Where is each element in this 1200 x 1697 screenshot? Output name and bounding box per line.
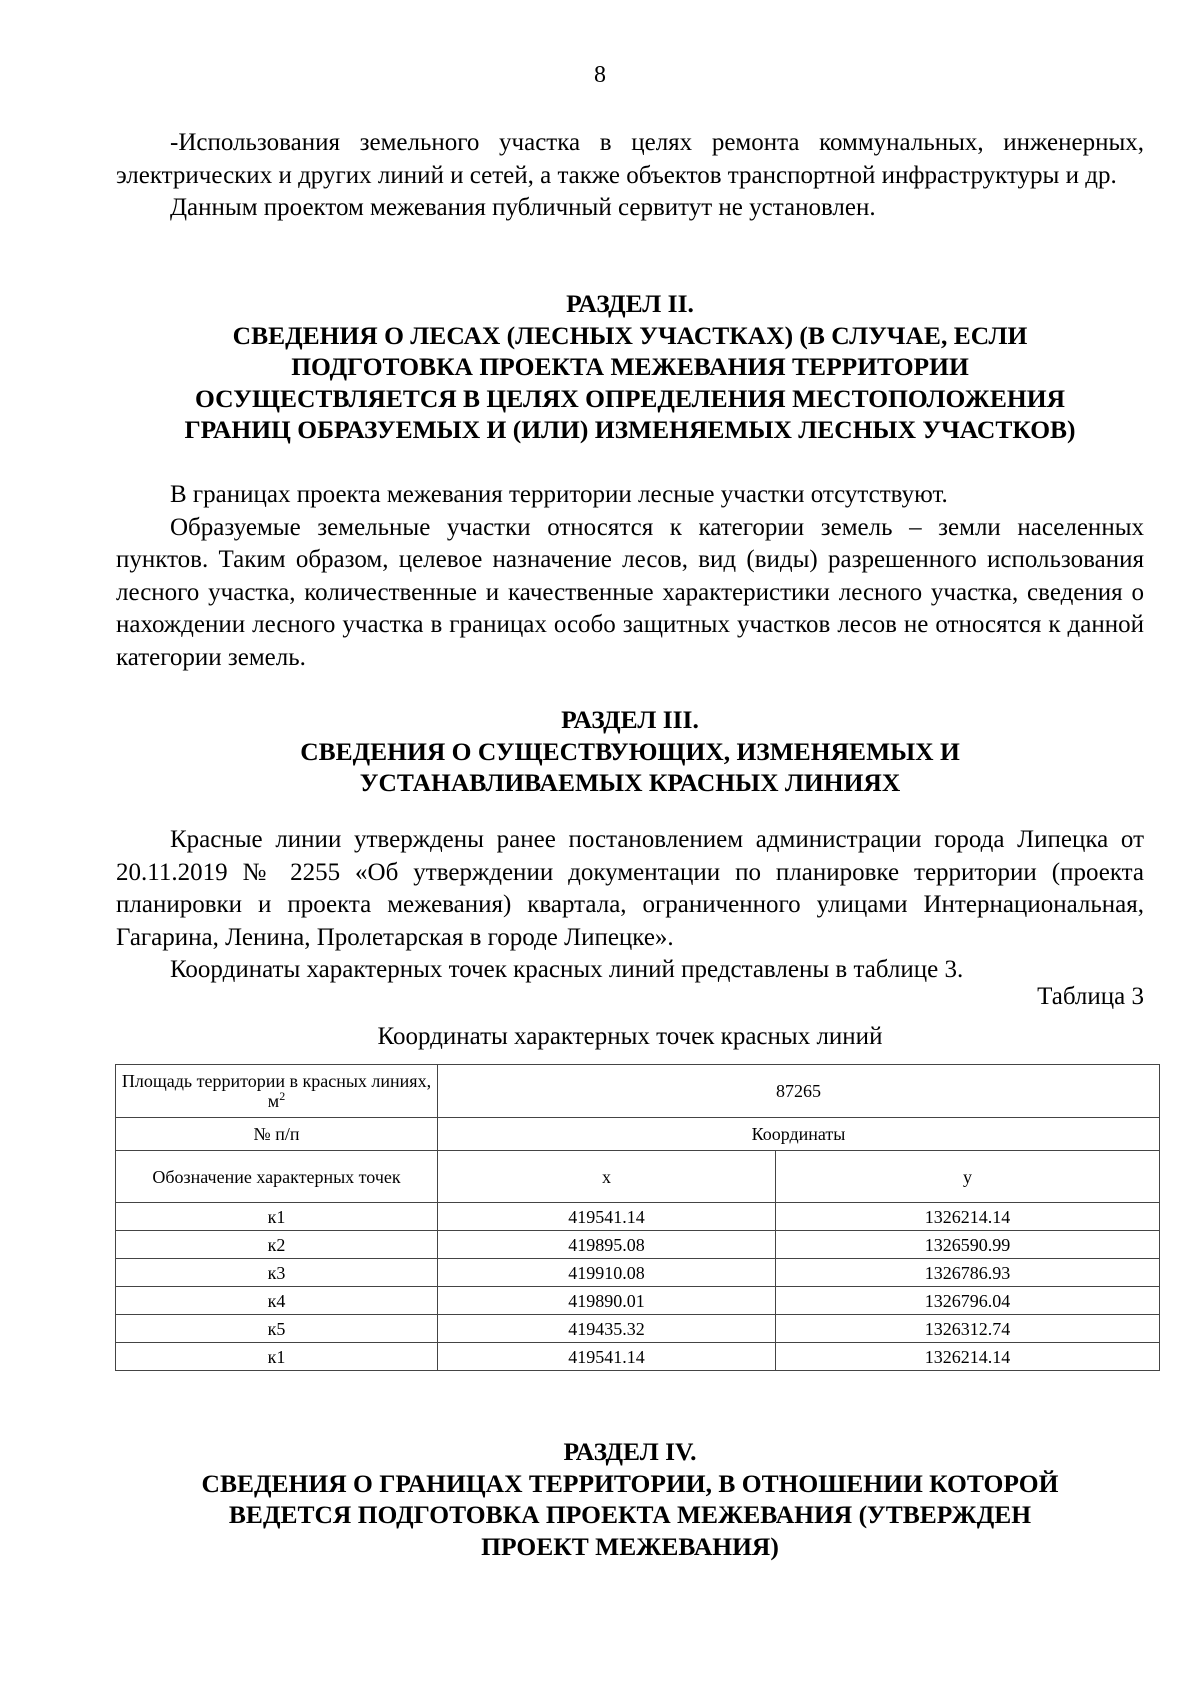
- table-caption: Координаты характерных точек красных линий: [377, 1023, 883, 1050]
- area-label-superscript: 2: [279, 1089, 286, 1103]
- x-cell: 419890.01: [438, 1287, 776, 1315]
- y-cell: 1326214.14: [776, 1203, 1160, 1231]
- table-row: [116, 1203, 1160, 1231]
- table-row: [116, 1065, 1160, 1118]
- section-3-heading: [116, 704, 1144, 799]
- section-heading-line: РАЗДЕЛ III.: [561, 705, 699, 734]
- section-2-text: [116, 479, 1144, 674]
- section-heading-line: ОСУЩЕСТВЛЯЕТСЯ В ЦЕЛЯХ ОПРЕДЕЛЕНИЯ МЕСТОПОЛОЖЕНИЯ: [195, 383, 1065, 413]
- table-row: [116, 1259, 1160, 1287]
- x-cell: 419541.14: [438, 1343, 776, 1371]
- number-header: № п/п: [116, 1118, 438, 1151]
- point-cell: к3: [116, 1259, 438, 1287]
- x-cell: 419541.14: [438, 1203, 776, 1231]
- x-cell: 419435.32: [438, 1315, 776, 1343]
- paragraph: -Использования земельного участка в целях ремонта коммунальных, инженерных, электрических и других линий и сетей, а также объектов транспортной инфраструктуры и др.: [116, 129, 1144, 189]
- table-number: Таблица 3: [1037, 983, 1144, 1010]
- section-4-heading: [116, 1436, 1144, 1562]
- paragraph: Данным проектом межевания публичный сервитут не установлен.: [170, 194, 876, 221]
- point-cell: к4: [116, 1287, 438, 1315]
- paragraph: В границах проекта межевания территории лесные участки отсутствуют.: [170, 481, 948, 508]
- paragraph: Красные линии утверждены ранее постановлением администрации города Липецка от 20.11.2019 № 2255 «Об утверждении документации по планировке территории (проекта планировки и проекта межевания) квартала, ограниченного улицами Интернациональная, Гагарина, Ленина, Пролетарская в городе Липецке».: [116, 826, 1144, 951]
- table-row: [116, 1118, 1160, 1151]
- section-heading-line: ГРАНИЦ ОБРАЗУЕМЫХ И (ИЛИ) ИЗМЕНЯЕМЫХ ЛЕСНЫХ УЧАСТКОВ): [184, 415, 1076, 444]
- table-row: [116, 1231, 1160, 1259]
- point-cell: к5: [116, 1315, 438, 1343]
- y-cell: 1326786.93: [776, 1259, 1160, 1287]
- coordinates-header: Координаты: [438, 1118, 1160, 1151]
- section-heading-line: СВЕДЕНИЯ О СУЩЕСТВУЮЩИХ, ИЗМЕНЯЕМЫХ И: [300, 736, 960, 766]
- y-cell: 1326214.14: [776, 1343, 1160, 1371]
- area-label: Площадь территории в красных линиях, м: [121, 1071, 432, 1111]
- paragraph: Образуемые земельные участки относятся к категории земель – земли населенных пунктов. Таким образом, целевое назначение лесов, вид (виды) разрешенного использования лесного участка, количественные и качественные характеристики лесного участка, сведения о нахождении лесного участка в границах особо защитных участков лесов не относятся к данной категории земель.: [116, 513, 1144, 671]
- y-header: y: [776, 1151, 1160, 1203]
- intro-text: [116, 127, 1144, 225]
- section-heading-line: СВЕДЕНИЯ О ГРАНИЦАХ ТЕРРИТОРИИ, В ОТНОШЕНИИ КОТОРОЙ: [201, 1468, 1059, 1498]
- point-cell: к1: [116, 1343, 438, 1371]
- area-label-cell: [116, 1065, 438, 1118]
- point-header: Обозначение характерных точек: [116, 1151, 438, 1203]
- area-value-cell: 87265: [438, 1065, 1160, 1118]
- section-heading-line: СВЕДЕНИЯ О ЛЕСАХ (ЛЕСНЫХ УЧАСТКАХ) (В СЛУЧАЕ, ЕСЛИ: [232, 320, 1028, 350]
- paragraph: Координаты характерных точек красных линий представлены в таблице 3.: [170, 956, 964, 983]
- page-number: 8: [594, 62, 606, 88]
- section-heading-line: РАЗДЕЛ IV.: [563, 1437, 697, 1466]
- table-row: [116, 1343, 1160, 1371]
- section-2-heading: [116, 288, 1144, 446]
- section-heading-line: ПРОЕКТ МЕЖЕВАНИЯ): [481, 1531, 779, 1561]
- section-heading-line: ПОДГОТОВКА ПРОЕКТА МЕЖЕВАНИЯ ТЕРРИТОРИИ: [291, 352, 969, 381]
- section-heading-line: УСТАНАВЛИВАЕМЫХ КРАСНЫХ ЛИНИЯХ: [359, 768, 901, 797]
- x-cell: 419895.08: [438, 1231, 776, 1259]
- table-row: [116, 1315, 1160, 1343]
- section-3-text: [116, 824, 1144, 987]
- point-cell: к2: [116, 1231, 438, 1259]
- y-cell: 1326312.74: [776, 1315, 1160, 1343]
- section-heading-line: РАЗДЕЛ II.: [566, 289, 694, 318]
- point-cell: к1: [116, 1203, 438, 1231]
- x-header: x: [438, 1151, 776, 1203]
- red-lines-coordinates-table: [115, 1064, 1160, 1371]
- table-row: [116, 1287, 1160, 1315]
- x-cell: 419910.08: [438, 1259, 776, 1287]
- table-row: [116, 1151, 1160, 1203]
- y-cell: 1326796.04: [776, 1287, 1160, 1315]
- section-heading-line: ВЕДЕТСЯ ПОДГОТОВКА ПРОЕКТА МЕЖЕВАНИЯ (УТВЕРЖДЕН: [228, 1500, 1032, 1529]
- y-cell: 1326590.99: [776, 1231, 1160, 1259]
